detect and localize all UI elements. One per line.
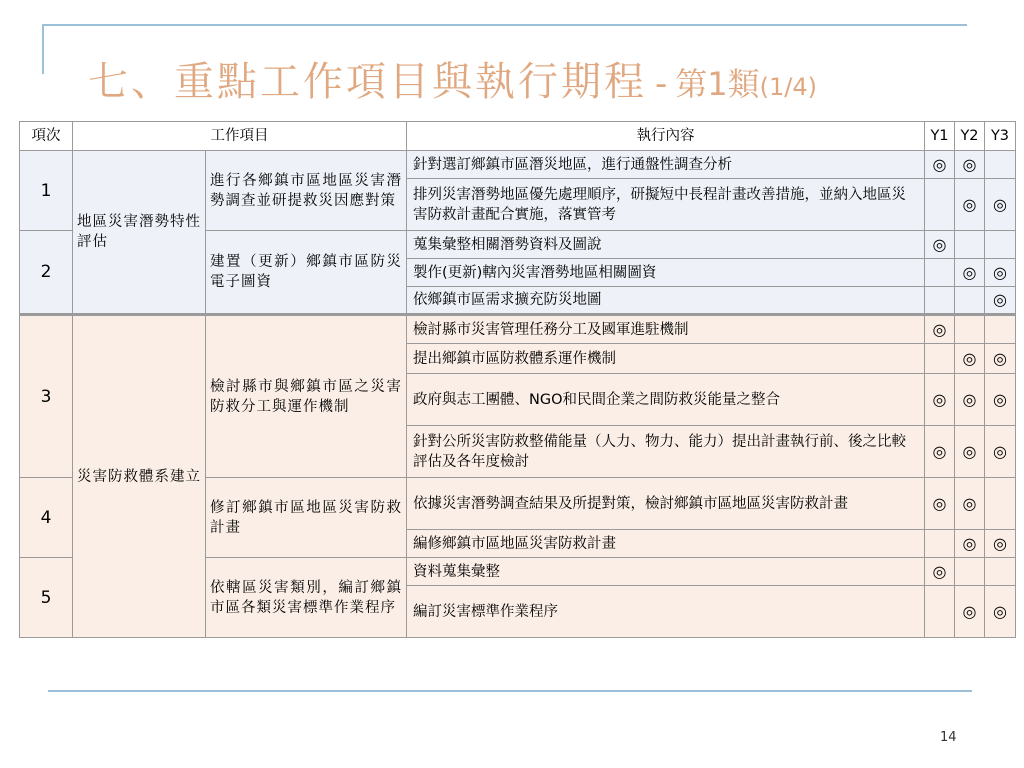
content-cell: 針對公所災害防救整備能量（人力、物力、能力）提出計畫執行前、後之比較評估及各年度檢討 [407,426,925,478]
work-item-group: 災害防救體系建立 [73,315,206,638]
title-main: 七、重點工作項目與執行期程 [88,59,647,105]
table-row [20,151,1016,179]
y3-mark: ◎ [985,586,1016,638]
y1-mark [925,586,955,638]
content-cell: 資料蒐集彙整 [407,558,925,586]
page-number: 14 [940,730,957,745]
y1-mark [925,259,955,287]
y2-mark: ◎ [955,344,985,374]
title-dash: - [655,64,668,104]
y3-mark [985,315,1016,344]
y2-mark: ◎ [955,179,985,231]
work-task: 進行各鄉鎮市區地區災害潛勢調查並研提救災因應對策 [206,151,407,231]
content-cell: 提出鄉鎮市區防救體系運作機制 [407,344,925,374]
y1-mark: ◎ [925,558,955,586]
title-part: (1/4) [759,73,818,101]
work-task: 依轄區災害類別，編訂鄉鎮市區各類災害標準作業程序 [206,558,407,638]
y3-mark: ◎ [985,344,1016,374]
y2-mark: ◎ [955,426,985,478]
y1-mark: ◎ [925,231,955,259]
header-work-item: 工作項目 [73,122,407,151]
item-number: 3 [20,315,73,478]
bottom-divider-line [48,690,972,692]
y3-mark: ◎ [985,179,1016,231]
item-number: 1 [20,151,73,231]
y1-mark: ◎ [925,151,955,179]
header-content: 執行內容 [407,122,925,151]
y1-mark [925,287,955,315]
work-item-group: 地區災害潛勢特性評估 [73,151,206,315]
content-cell: 依據災害潛勢調查結果及所提對策，檢討鄉鎮市區地區災害防救計畫 [407,478,925,530]
y1-mark [925,530,955,558]
work-task: 檢討縣市與鄉鎮市區之災害防救分工與運作機制 [206,315,407,478]
top-divider-line [42,24,967,26]
y3-mark: ◎ [985,287,1016,315]
y2-mark: ◎ [955,478,985,530]
content-cell: 蒐集彙整相關潛勢資料及圖說 [407,231,925,259]
y3-mark: ◎ [985,374,1016,426]
content-cell: 製作(更新)轄內災害潛勢地區相關圖資 [407,259,925,287]
y1-mark: ◎ [925,315,955,344]
header-y3: Y3 [985,122,1016,151]
y1-mark: ◎ [925,426,955,478]
y3-mark [985,231,1016,259]
title-category: 第1類 [675,65,760,103]
header-item-no: 項次 [20,122,73,151]
item-number: 2 [20,231,73,315]
table-header-row [20,122,1016,151]
content-cell: 針對選訂鄉鎮市區潛災地區，進行通盤性調查分析 [407,151,925,179]
y3-mark: ◎ [985,530,1016,558]
y1-mark [925,344,955,374]
y2-mark: ◎ [955,530,985,558]
y3-mark [985,558,1016,586]
content-cell: 編訂災害標準作業程序 [407,586,925,638]
schedule-table [19,121,1016,638]
content-cell: 依鄉鎮市區需求擴充防災地圖 [407,287,925,315]
y1-mark: ◎ [925,374,955,426]
content-cell: 編修鄉鎮市區地區災害防救計畫 [407,530,925,558]
table-row [20,315,1016,344]
y1-mark: ◎ [925,478,955,530]
y3-mark [985,151,1016,179]
left-accent-line [42,24,44,74]
item-number: 4 [20,478,73,558]
content-cell: 檢討縣市災害管理任務分工及國軍進駐機制 [407,315,925,344]
work-task: 建置（更新）鄉鎮市區防災電子圖資 [206,231,407,315]
y2-mark: ◎ [955,151,985,179]
y2-mark [955,231,985,259]
y2-mark: ◎ [955,374,985,426]
header-y2: Y2 [955,122,985,151]
content-cell: 政府與志工團體、NGO和民間企業之間防救災能量之整合 [407,374,925,426]
work-task: 修訂鄉鎮市區地區災害防救計畫 [206,478,407,558]
y2-mark: ◎ [955,586,985,638]
y3-mark: ◎ [985,259,1016,287]
y3-mark: ◎ [985,426,1016,478]
y3-mark [985,478,1016,530]
y1-mark [925,179,955,231]
content-cell: 排列災害潛勢地區優先處理順序，研擬短中長程計畫改善措施，並納入地區災害防救計畫配合實施，落實管考 [407,179,925,231]
y2-mark [955,558,985,586]
slide-title [88,50,817,110]
y2-mark: ◎ [955,259,985,287]
item-number: 5 [20,558,73,638]
y2-mark [955,287,985,315]
y2-mark [955,315,985,344]
header-y1: Y1 [925,122,955,151]
